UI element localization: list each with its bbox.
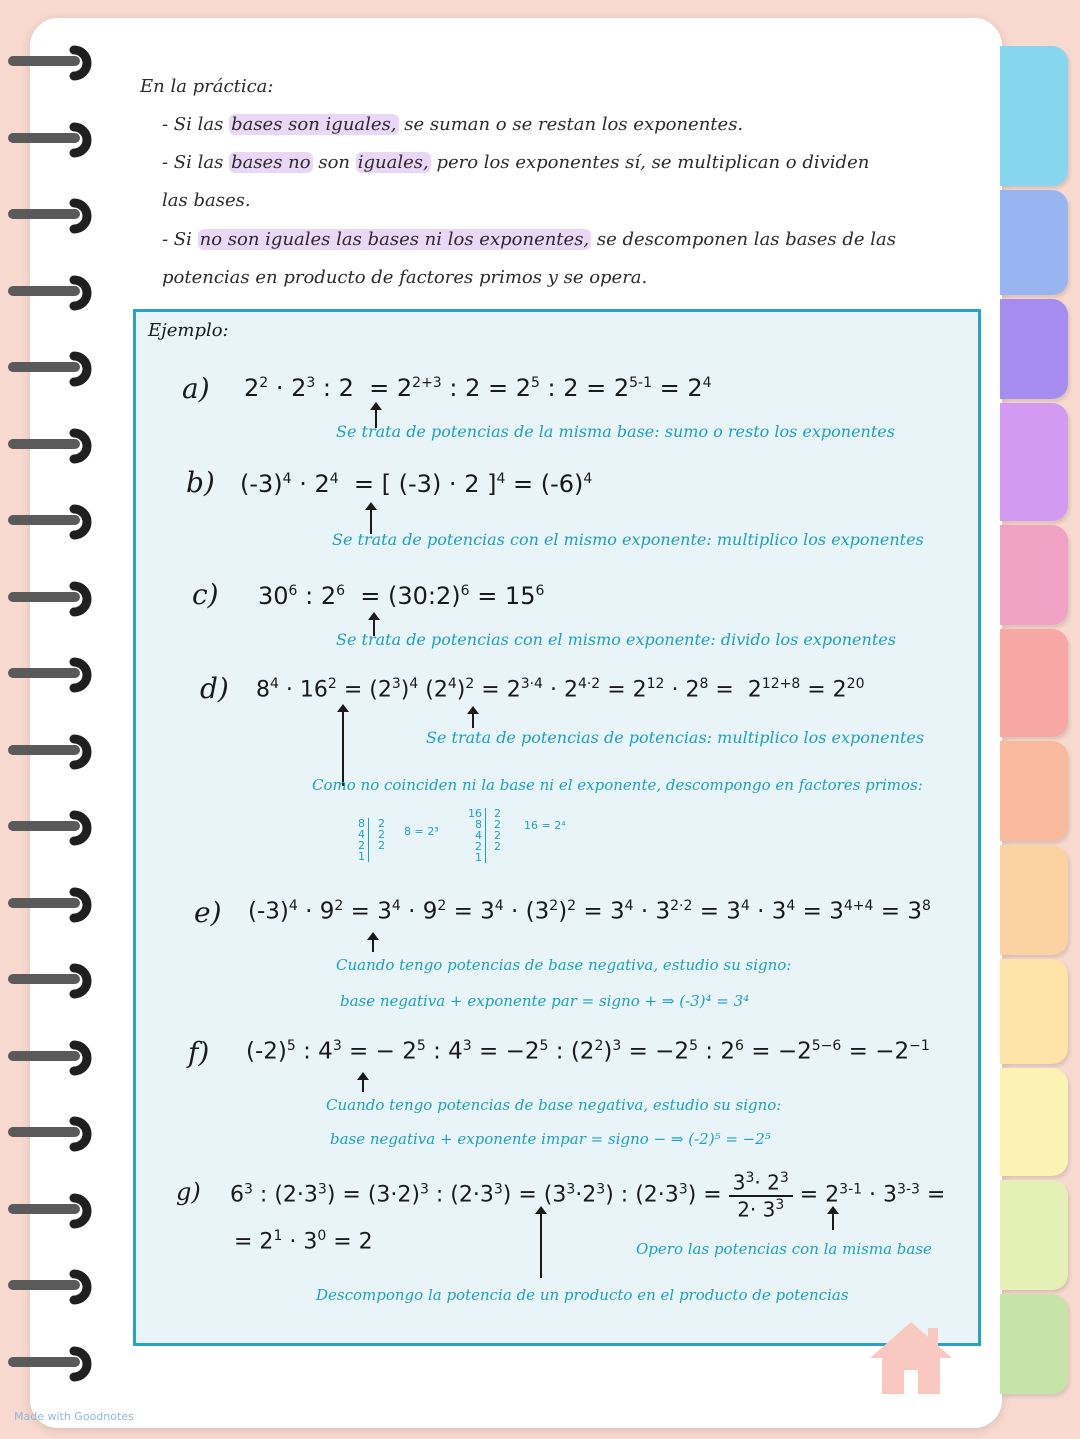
example-box: [133, 309, 981, 1346]
label-b: b): [186, 466, 215, 499]
note-f-1: Cuando tengo potencias de base negativa, estudio su signo:: [326, 1096, 782, 1114]
formula-a: $2^2 \cdot 2^3$ : $2 = 2^{2+3}$ : $2 = 2^5$ : $2 = 2^{5-1} = 2^4$: [244, 374, 712, 402]
example-title: Ejemplo:: [148, 320, 229, 341]
formula-f: $(-2)^5$ : $4^3$ = − $2^5$ : $4^3 = -2^5$ : $(2^2)^3 = -2^5$ : $2^6 = -2^{5-6} = -2^{-1}$: [246, 1038, 930, 1065]
rule-2-continuation: las bases.: [162, 190, 251, 211]
binder-ring-icon: [8, 578, 108, 620]
binder-ring-icon: [8, 1266, 108, 1308]
tab-12[interactable]: [1000, 1294, 1068, 1394]
rule-3-prefix: - Si: [162, 229, 198, 250]
rule-1-rest: se suman o se restan los exponentes.: [398, 114, 744, 135]
rule-3: [162, 229, 896, 250]
tab-3[interactable]: [1000, 299, 1068, 399]
rule-3-continuation: potencias en producto de factores primos y se opera.: [162, 267, 648, 288]
tab-11[interactable]: [1000, 1180, 1068, 1290]
tab-10[interactable]: [1000, 1068, 1068, 1176]
rule-2-rest: pero los exponentes sí, se multiplican o dividen: [430, 152, 870, 173]
note-e-2: base negativa + exponente par = signo + ⇒ (-3)⁴ = 3⁴: [340, 992, 750, 1010]
rule-1-prefix: - Si las: [162, 114, 230, 135]
goodnotes-watermark: Made with Goodnotes: [14, 1410, 134, 1423]
binder-ring-icon: [8, 348, 108, 390]
rule-2-highlight-2: iguales,: [357, 152, 429, 173]
tab-2[interactable]: [1000, 190, 1068, 295]
formula-d: $8^4 \cdot 16^2 = (2^3)^4$ $(2^4)^2 = 2^{3\cdot 4} \cdot 2^{4\cdot 2} = 2^{12} \cdot 2^8 = 2^{12+8} = 2^{20}$: [256, 676, 865, 703]
eq-16: 16 = 2⁴: [524, 819, 566, 832]
tab-7[interactable]: [1000, 741, 1068, 841]
decomp-16-left: 16 8 4 2 1: [468, 808, 486, 863]
intro-heading: En la práctica:: [140, 76, 274, 97]
note-a: Se trata de potencias de la misma base: sumo o resto los exponentes: [336, 422, 895, 441]
tab-5[interactable]: [1000, 525, 1068, 625]
arrow-g2: [832, 1212, 834, 1230]
label-f: f): [188, 1036, 210, 1069]
formula-b: $(-3)^4 \cdot 2^4$ = [ (-3) · 2 ]$^4 = (-6)^4$: [240, 470, 593, 498]
label-a: a): [182, 372, 210, 405]
binder-ring-icon: [8, 960, 108, 1002]
formula-g: $6^3$ : $(2\cdot 3^3) = (3\cdot 2)^3$ : $(2\cdot 3^3) = (3^3\cdot 2^3)$ : $(2\cdot 3^3)$ = $\frac{3^3\cdot 2^3}{2\cdot 3^3}$ = $2^{3-1} \cdot 3^{3-3}$ =: [230, 1170, 946, 1222]
tab-6[interactable]: [1000, 629, 1068, 737]
tab-8[interactable]: [1000, 845, 1068, 955]
label-c: c): [192, 578, 219, 611]
binder-ring-icon: [8, 195, 108, 237]
home-icon[interactable]: [868, 1320, 954, 1396]
binder-ring-icon: [8, 1190, 108, 1232]
binder-ring-icon: [8, 1037, 108, 1079]
binder-rings: [0, 0, 110, 1439]
decomp-16-right: 2 2 2 2: [494, 807, 501, 853]
arrow-d1: [342, 710, 344, 786]
binder-ring-icon: [8, 1343, 108, 1385]
rule-2-highlight-1: bases no: [231, 152, 311, 173]
binder-ring-icon: [8, 884, 108, 926]
tab-9[interactable]: [1000, 959, 1068, 1064]
binder-ring-icon: [8, 1113, 108, 1155]
binder-ring-icon: [8, 807, 108, 849]
rule-1-highlight: bases son iguales,: [231, 114, 397, 135]
note-g-1: Opero las potencias con la misma base: [636, 1240, 932, 1258]
note-b: Se trata de potencias con el mismo exponente: multiplico los exponentes: [332, 530, 924, 549]
formula-c: $30^6$ : $2^6$ = (30:2)$^6$ = $15^6$: [258, 582, 545, 610]
decomp-8-left: 8 4 2 1: [358, 818, 369, 862]
arrow-e: [372, 938, 374, 952]
note-e-1: Cuando tengo potencias de base negativa, estudio su signo:: [336, 956, 792, 974]
binder-ring-icon: [8, 425, 108, 467]
binder-ring-icon: [8, 501, 108, 543]
rule-3-rest: se descomponen las bases de las: [591, 229, 896, 250]
note-c: Se trata de potencias con el mismo exponente: divido los exponentes: [336, 630, 896, 649]
note-g-2: Descompongo la potencia de un producto en el producto de potencias: [316, 1286, 849, 1304]
arrow-f: [362, 1078, 364, 1092]
label-g: g): [176, 1178, 201, 1206]
rule-1: [162, 114, 743, 135]
rule-2-mid: son: [312, 152, 356, 173]
binder-ring-icon: [8, 654, 108, 696]
note-f-2: base negativa + exponente impar = signo − ⇒ (-2)⁵ = −2⁵: [330, 1130, 771, 1148]
tab-1[interactable]: [1000, 46, 1068, 186]
binder-ring-icon: [8, 731, 108, 773]
binder-ring-icon: [8, 42, 108, 84]
tab-4[interactable]: [1000, 403, 1068, 521]
rule-2-prefix: - Si las: [162, 152, 230, 173]
label-d: d): [200, 672, 229, 705]
binder-ring-icon: [8, 272, 108, 314]
rule-2: [162, 152, 869, 173]
arrow-d2: [472, 712, 474, 728]
binder-ring-icon: [8, 119, 108, 161]
section-tabs: [1000, 42, 1072, 1402]
label-e: e): [194, 896, 222, 929]
eq-8: 8 = 2³: [404, 825, 439, 838]
note-d: Se trata de potencias de potencias: multiplico los exponentes: [426, 728, 925, 747]
rule-3-highlight: no son iguales las bases ni los exponentes,: [199, 229, 590, 250]
formula-g-result: = $2^1 \cdot 3^0 = 2$: [234, 1228, 373, 1255]
note-d-2: Como no coinciden ni la base ni el exponente, descompongo en factores primos:: [312, 776, 923, 794]
arrow-g1: [540, 1212, 542, 1278]
formula-e: $(-3)^4 \cdot 9^2 = 3^4 \cdot 9^2 = 3^4 \cdot (3^2)^2 = 3^4 \cdot 3^{2\cdot 2} = 3^4 \cdot 3^4 = 3^{4+4} = 3^8$: [248, 898, 931, 925]
fraction-g: $\frac{3^3\cdot 2^3}{2\cdot 3^3}$: [729, 1170, 793, 1221]
decomp-8-right: 2 2 2: [378, 817, 385, 852]
